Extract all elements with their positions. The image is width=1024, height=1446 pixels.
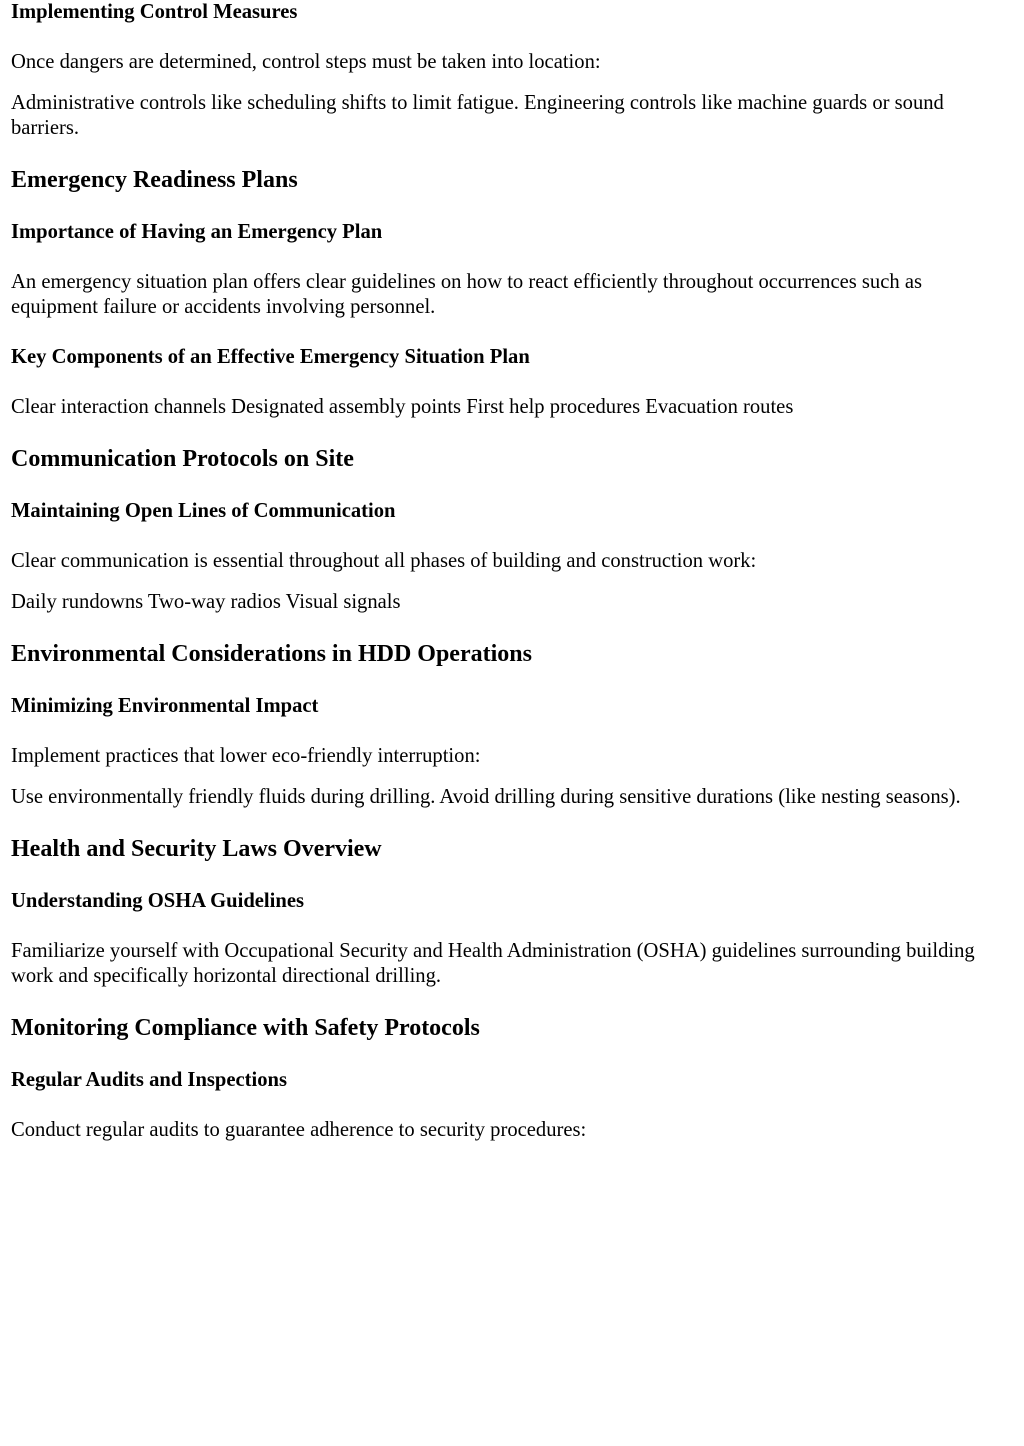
paragraph-conduct-regular-audits: Conduct regular audits to guarantee adherence to security procedures: (11, 1119, 587, 1141)
subheading-importance-of-emergency-plan: Importance of Having an Emergency Plan (11, 221, 383, 243)
subheading-maintaining-open-lines: Maintaining Open Lines of Communication (11, 500, 396, 522)
paragraph-clear-communication: Clear communication is essential throughout all phases of building and construction work: (11, 550, 757, 572)
section-heading-environmental-considerations: Environmental Considerations in HDD Operations (11, 641, 532, 667)
subheading-understanding-osha-guidelines: Understanding OSHA Guidelines (11, 890, 304, 912)
subheading-minimizing-environmental-impact: Minimizing Environmental Impact (11, 695, 319, 717)
subheading-key-components-emergency-plan: Key Components of an Effective Emergency Situation Plan (11, 346, 530, 368)
paragraph-control-steps-intro: Once dangers are determined, control steps must be taken into location: (11, 51, 601, 73)
subheading-implementing-control-measures: Implementing Control Measures (11, 1, 298, 23)
paragraph-administrative-engineering-controls: Administrative controls like scheduling shifts to limit fatigue. Engineering controls like machine guards or sound barriers. (11, 92, 944, 139)
paragraph-osha-familiarize: Familiarize yourself with Occupational Security and Health Administration (OSHA) guidelines surrounding building work and specifically horizontal directional drilling. (11, 940, 975, 987)
section-heading-health-security-laws: Health and Security Laws Overview (11, 836, 382, 862)
paragraph-communication-methods: Daily rundowns Two-way radios Visual signals (11, 591, 401, 613)
subheading-regular-audits-inspections: Regular Audits and Inspections (11, 1069, 287, 1091)
paragraph-emergency-plan-guidelines: An emergency situation plan offers clear guidelines on how to react efficiently throughout occurrences such as equipment failure or accidents involving personnel. (11, 271, 922, 318)
section-heading-monitoring-compliance: Monitoring Compliance with Safety Protocols (11, 1015, 480, 1041)
paragraph-emergency-plan-components: Clear interaction channels Designated assembly points First help procedures Evacuation routes (11, 396, 794, 418)
section-heading-emergency-readiness-plans: Emergency Readiness Plans (11, 167, 298, 193)
paragraph-implement-practices: Implement practices that lower eco-friendly interruption: (11, 745, 481, 767)
indented-note-environment-practices: Use environmentally friendly fluids during drilling. Avoid drilling during sensitive durations (like nesting seasons). (11, 786, 961, 808)
section-heading-communication-protocols: Communication Protocols on Site (11, 446, 354, 472)
